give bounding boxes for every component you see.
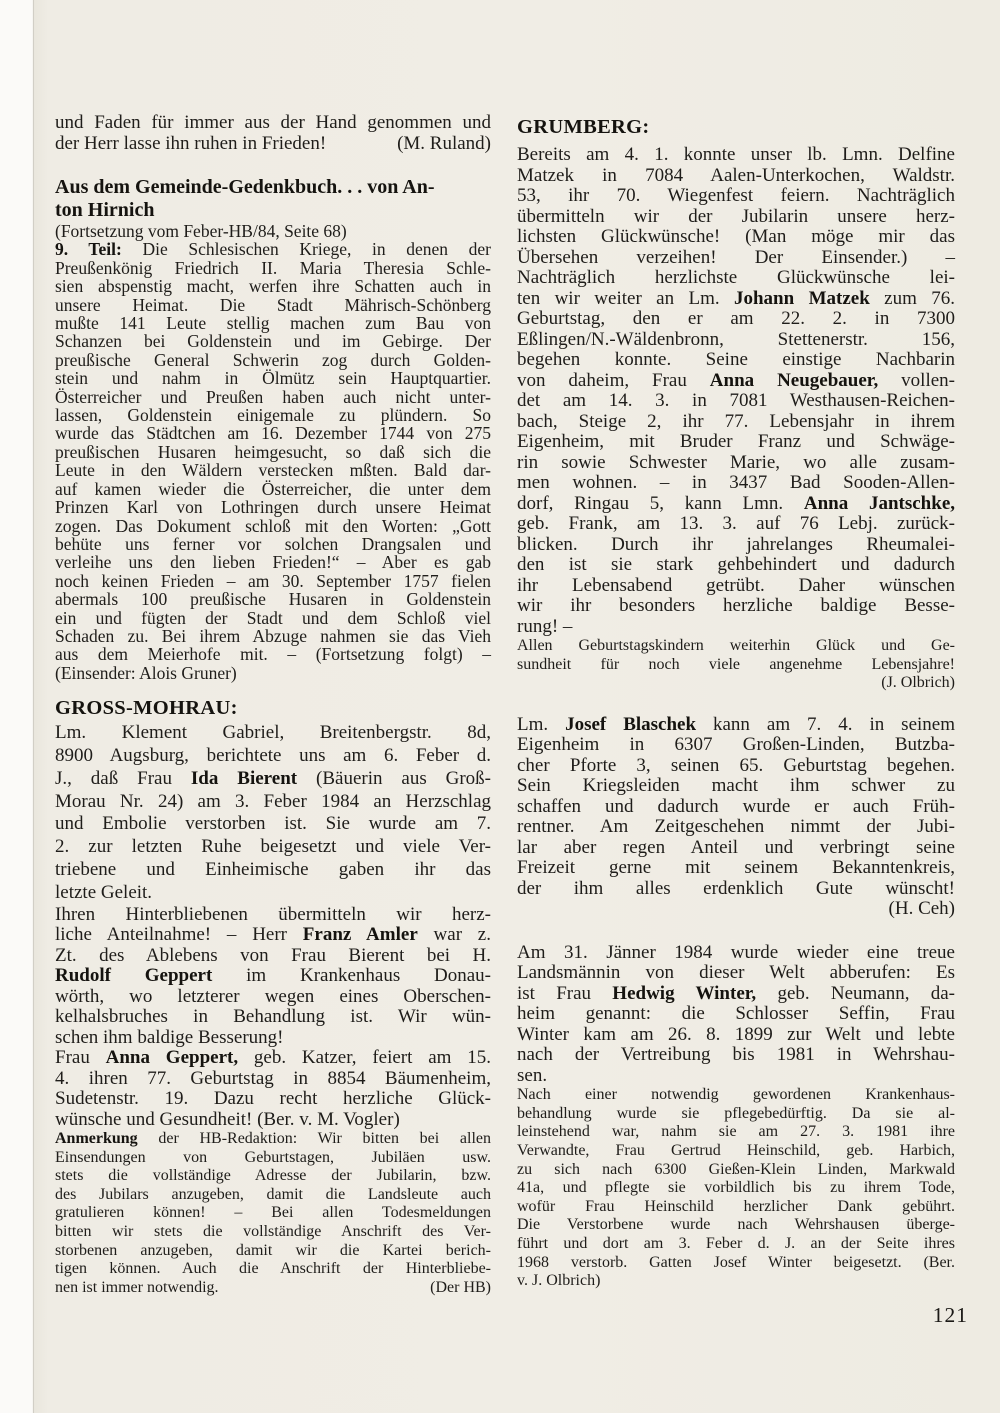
- text-line: lichsten Glückwünsche! (Man möge mir das: [517, 226, 955, 247]
- text-line: [55, 134, 491, 155]
- text-line: der ihm alles erdenklich Gute wünscht!: [517, 877, 955, 899]
- para-geppert-krankenhaus: [55, 905, 491, 1049]
- text-line: verleihe uns den lieben Frieden!“ – Aber es gab: [55, 552, 491, 573]
- text-line: dorf, Ringau 5, kann Lmn. Anna Jantschke,: [517, 492, 955, 514]
- line-attribution: (J. Olbrich): [881, 674, 955, 692]
- text-line: Winter kam am 26. 8. 1899 zur Welt und lebte: [517, 1023, 955, 1045]
- text-line: Schanzen bei Goldenstein und im Gebirge. Der: [55, 331, 491, 352]
- article-continuation-ruland: [55, 113, 491, 154]
- text-line: men wohnen. – in 3437 Bad Sooden-Allen-: [517, 472, 955, 493]
- text-line: unsere Heimat. Die Stadt Mährisch-Schönberg: [55, 294, 491, 315]
- text-line: Übersehen verzeihen! Der Einsender.) –: [517, 246, 955, 268]
- para-ida-bierent: [55, 722, 491, 904]
- text-line: Nachträglich herzlichste Glückwünsche lei-: [517, 267, 955, 288]
- text-line: 1968 verstorb. Gatten Josef Winter beigesetzt. (Ber.: [517, 1253, 955, 1271]
- text-line: ihr Lebensabend getrübt. Daher wünschen: [517, 574, 955, 596]
- text-line: Eigenheim, mit Bruder Franz und Schwäge-: [517, 431, 955, 452]
- text-line: Anmerkung der HB-Redaktion: Wir bitten bei allen: [55, 1130, 491, 1148]
- text-line: rung! –: [517, 615, 573, 637]
- text-line: 4. ihren 77. Geburtstag in 8854 Bäumenheim,: [55, 1067, 491, 1089]
- text-line: rin sowie Schwester Marie, wo alle zusam-: [517, 451, 955, 473]
- text-line: Morau Nr. 24) am 3. Feber 1984 an Herzschlag: [55, 790, 491, 812]
- text-line: [517, 674, 955, 693]
- left-column: [55, 113, 491, 1297]
- article-body-gedenkbuch: [55, 240, 491, 682]
- text-line: Bereits am 4. 1. konnte unser lb. Lmn. Delfine: [517, 144, 955, 165]
- text-line: abermals 100 preußische Husaren in Goldenstein: [55, 589, 491, 610]
- text-line: blicken. Durch ihr jahrelanges Rheumalei-: [517, 533, 955, 555]
- text-line: führt und dort am 3. Feber d. J. an der Seite ihres: [517, 1235, 955, 1253]
- text-line: 8900 Augsburg, berichtete uns am 6. Feber d.: [55, 744, 491, 766]
- line-left-text: der Herr lasse ihn ruhen in Frieden!: [55, 132, 327, 154]
- text-line: des Jubilars anzugeben, damit die Landsleute auch: [55, 1185, 491, 1203]
- para-geburtstagswuensche: [517, 637, 955, 693]
- text-line: wörth, wo letzterer wegen eines Oberschen-: [55, 985, 491, 1007]
- page-number: 121: [932, 1303, 968, 1327]
- text-line: Lm. Klement Gabriel, Breitenbergstr. 8d,: [55, 722, 491, 744]
- text-line: behüte uns ferner vor solchen Drangsalen und: [55, 533, 491, 554]
- text-line: v. J. Olbrich): [517, 1272, 601, 1290]
- text-line: liche Anteilnahme! – Herr Franz Amler war z.: [55, 924, 491, 946]
- para-anna-geppert: [55, 1048, 491, 1130]
- text-line: sien abspenstig macht, werfen ihre Schatten auch in: [55, 276, 491, 297]
- text-line: Rudolf Geppert im Krankenhaus Donau-: [55, 965, 492, 987]
- text-line: stein und nahm in Ölmütz sein Hauptquartier.: [55, 368, 491, 389]
- text-line: 2. zur letzten Ruhe beigesetzt und viele Ver-: [55, 836, 491, 858]
- text-line: (Einsender: Alois Gruner): [55, 662, 237, 683]
- note-redaktion: [55, 1130, 491, 1297]
- text-line: J., daß Frau Ida Bierent (Bäuerin aus Groß-: [55, 767, 492, 789]
- text-line: zogen. Das Dokument schloß mit den Worten: „Gott: [55, 515, 491, 536]
- text-line: rentner. Am Zeitgeschehen nimmt der Jubi-: [517, 816, 955, 838]
- text-line: ten wir weiter an Lm. Johann Matzek zum 76.: [517, 287, 955, 309]
- text-line: cher Pforte 3, seinen 65. Geburtstag begehen.: [517, 754, 955, 776]
- text-line: Sein Kriegsleiden macht ihm schwer zu: [517, 775, 955, 797]
- text-line: triebene und Einheimische gaben ihr das: [55, 858, 491, 880]
- text-line: tigen können. Auch die Anschrift der Hinterbliebe-: [55, 1260, 491, 1278]
- text-line: gratulieren können! – Bei allen Todesmeldungen: [55, 1204, 491, 1222]
- text-line: wurde das Städtchen am 16. Dezember 1744 von 275: [55, 423, 491, 444]
- text-line: ein und fügten der Stadt und dem Schloß viel: [55, 607, 491, 628]
- text-line: lassen, Goldenstein einigemale zu plündern. So: [55, 405, 491, 426]
- text-line: Geburtstag, den er am 22. 2. in 7300: [517, 308, 955, 329]
- text-line: ton Hirnich: [55, 199, 155, 221]
- article-subtitle-fortsetzung: [55, 222, 491, 240]
- text-line: begehen konnte. Seine einstige Nachbarin: [517, 349, 955, 370]
- text-line: und Embolie verstorben ist. Sie wurde am 7.: [55, 813, 491, 835]
- text-line: ist Frau Hedwig Winter, geb. Neumann, da-: [517, 982, 956, 1004]
- text-line: wir ihr besonders herzliche baldige Besse-: [517, 595, 955, 616]
- text-line: 9. Teil: Die Schlesischen Kriege, in denen der: [55, 239, 491, 260]
- text-line: Nach einer notwendig gewordenen Krankenhaus-: [517, 1086, 955, 1104]
- text-line: [517, 899, 955, 920]
- para-josef-blaschek: [517, 715, 955, 920]
- text-line: bitten wir stets die vollständige Anschrift des Ver-: [55, 1223, 491, 1240]
- text-line: Einsendungen von Geburtstagen, Jubiläen usw.: [55, 1148, 491, 1166]
- text-line: storbenen anzugeben, damit wir die Kartei berich-: [55, 1241, 491, 1259]
- text-line: aus dem Meierhofe mit. – (Fortsetzung folgt) –: [55, 644, 491, 665]
- text-line: Zt. des Ablebens von Frau Bierent bei H.: [55, 944, 491, 966]
- text-line: [55, 1279, 491, 1298]
- text-line: Die Verstorbene wurde nach Wehrshausen überge-: [517, 1216, 955, 1234]
- line-attribution: (Der HB): [430, 1278, 491, 1296]
- text-line: det am 14. 3. in 7081 Westhausen-Reichen-: [517, 390, 955, 411]
- text-line: preußische General Schwerin zog durch Golden-: [55, 349, 491, 370]
- text-line: Eßlingen/N.-Wäldenbronn, Stettenerstr. 156,: [517, 328, 955, 350]
- text-line: Allen Geburtstagskindern weiterhin Glück und Ge-: [517, 637, 955, 654]
- text-line: lar aber regen Anteil und verbringt seine: [517, 836, 955, 858]
- para-grumberg-geburtstage: [517, 145, 955, 637]
- line-attribution: (M. Ruland): [397, 132, 491, 154]
- text-line: Am 31. Jänner 1984 wurde wieder eine treue: [517, 941, 955, 963]
- text-line: Prinzen Karl von Lothringen durch unsere Heimat: [55, 497, 491, 518]
- article-title-gedenkbuch: [55, 176, 491, 222]
- section-heading-grumberg: [517, 115, 955, 139]
- text-line: heim genannt: die Schlosser Seffin, Frau: [517, 1003, 955, 1025]
- text-line: mußte 141 Leute stellig machen zum Bau von: [55, 313, 491, 334]
- text-line: wofür Frau Heinschild herzlicher Dank gebührt.: [517, 1197, 955, 1215]
- text-line: GRUMBERG:: [517, 116, 650, 138]
- text-line: Eigenheim in 6307 Großen-Linden, Butzba-: [517, 734, 955, 756]
- text-line: den ist sie stark gehbehindert und dadurch: [517, 554, 955, 575]
- line-attribution: (H. Ceh): [888, 898, 955, 920]
- text-line: (Fortsetzung vom Feber-HB/84, Seite 68): [55, 221, 347, 241]
- text-line: Freizeit gerne mit seinem Bekanntenkreis,: [517, 857, 955, 879]
- text-line: Lm. Josef Blaschek kann am 7. 4. in seinem: [517, 713, 955, 735]
- text-line: sundheit für noch viele angenehme Lebensjahre!: [517, 655, 955, 673]
- text-line: behandlung wurde sie pflegebedürftig. Da sie al-: [517, 1104, 955, 1122]
- text-line: Schaden zu. Bei ihrem Abzuge nahmen sie das Vieh: [55, 625, 491, 646]
- text-line: Österreicher und Preußen haben auch nicht unter-: [55, 386, 491, 407]
- text-line: 41a, und pflegte sie vorbildlich bis zu ihrem Tode,: [517, 1179, 955, 1197]
- scan-edge: [33, 0, 34, 1413]
- text-line: preußischen Husaren heimgesucht, so daß sich die: [55, 441, 491, 462]
- text-line: auf kamen wieder die Österreicher, die unter dem: [55, 478, 491, 499]
- line-left-text: nen ist immer notwendig.: [55, 1278, 219, 1296]
- text-line: Sudetenstr. 19. Dazu recht herzliche Glück-: [55, 1088, 491, 1110]
- text-line: Aus dem Gemeinde-Gedenkbuch. . . von An-: [55, 176, 435, 198]
- text-line: 53, ihr 70. Wiegenfest feiern. Nachträglich: [517, 185, 955, 206]
- text-line: übermitteln wir der Jubilarin unsere herz-: [517, 205, 955, 227]
- section-heading-gross-mohrau: [55, 696, 491, 720]
- text-line: Leute in den Wäldern verstecken mßten. Bald dar-: [55, 460, 491, 481]
- text-line: bach, Steige 2, ihr 77. Lebensjahr in ihrem: [517, 410, 955, 432]
- text-line: letzte Geleit.: [55, 881, 153, 903]
- text-line: wünsche und Gesundheit! (Ber. v. M. Vogler): [55, 1108, 400, 1130]
- text-line: kelhalsbruches in Behandlung ist. Wir wün-: [55, 1006, 491, 1028]
- right-column: [517, 115, 955, 1291]
- text-line: noch keinen Frieden – am 30. September 1757 fielen: [55, 570, 491, 591]
- text-line: sen.: [517, 1064, 548, 1086]
- text-line: Preußenkönig Friedrich II. Maria Theresia Schle-: [55, 257, 491, 278]
- text-line: Ihren Hinterbliebenen übermitteln wir herz-: [55, 903, 491, 925]
- text-line: und Faden für immer aus der Hand genommen und: [55, 112, 491, 133]
- text-line: zu sich nach 6300 Gießen-Klein Linden, Markwald: [517, 1160, 955, 1178]
- text-line: Frau Anna Geppert, geb. Katzer, feiert am 15.: [55, 1047, 491, 1069]
- para-hedwig-winter: [517, 943, 955, 1087]
- text-line: nach der Vertreibung bis 1981 in Wehrshau-: [517, 1044, 955, 1066]
- text-line: stets die vollständige Adresse der Jubilarin, bzw.: [55, 1167, 491, 1185]
- text-line: Matzek in 7084 Aalen-Unterkochen, Waldstr.: [517, 164, 955, 186]
- text-line: geb. Frank, am 13. 3. auf 76 Lebj. zurück-: [517, 513, 955, 534]
- text-line: von daheim, Frau Anna Neugebauer, vollen-: [517, 369, 955, 391]
- para-winter-nachruf: [517, 1086, 955, 1291]
- text-line: GROSS-MOHRAU:: [55, 697, 238, 720]
- text-line: schaffen und dadurch wurde er auch Früh-: [517, 795, 955, 817]
- text-line: Landsmännin von dieser Welt abberufen: Es: [517, 962, 955, 984]
- text-line: Verwandte, Frau Gertrud Heinschild, geb. Harbich,: [517, 1142, 955, 1160]
- text-line: schen ihm baldige Besserung!: [55, 1026, 284, 1048]
- text-line: leinstehend war, nahm sie am 27. 3. 1981 ihre: [517, 1123, 955, 1141]
